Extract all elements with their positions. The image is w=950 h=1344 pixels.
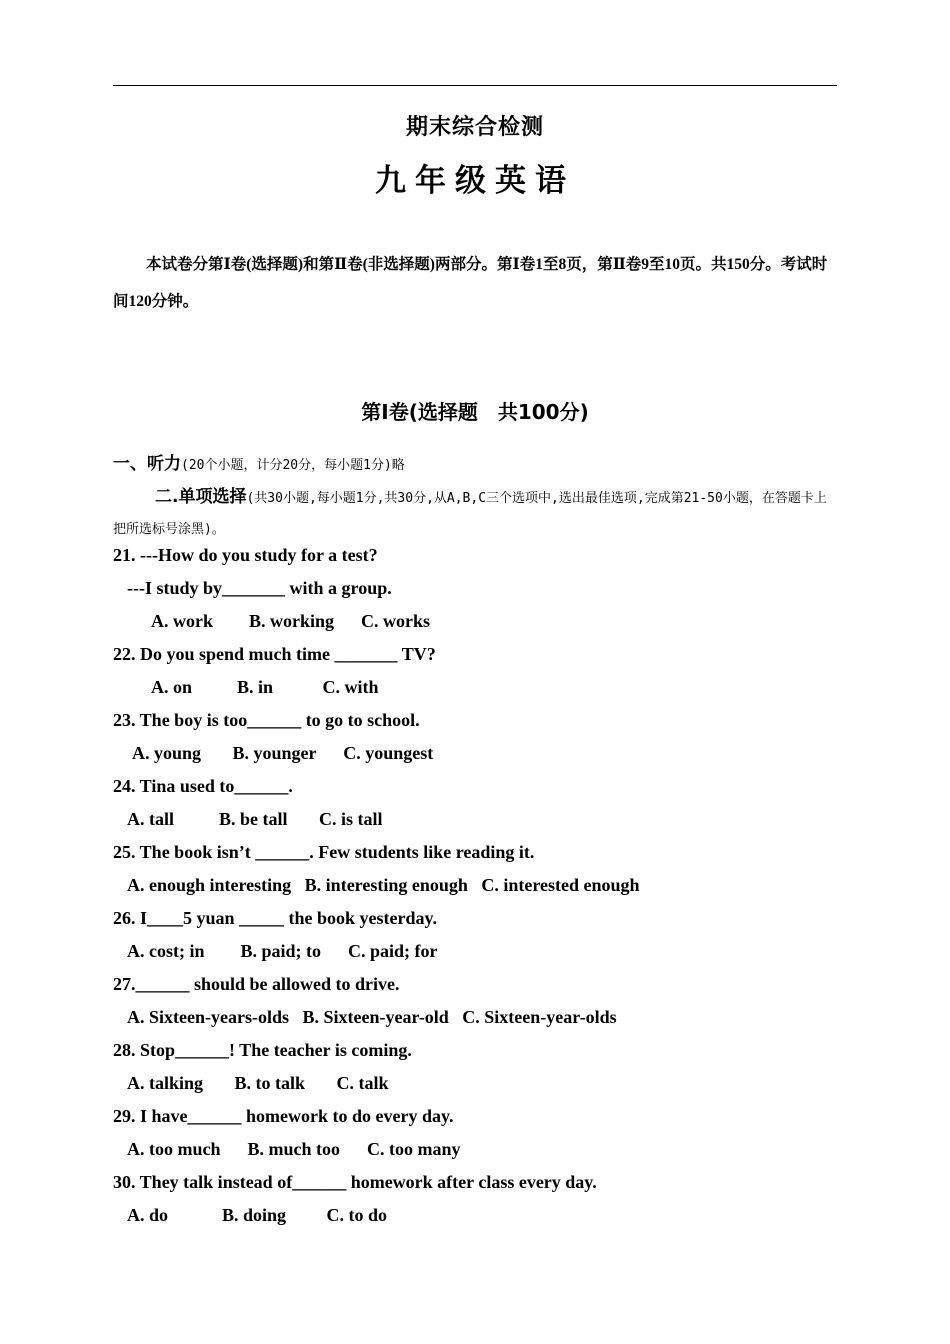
exam-title: 期末综合检测 [405, 115, 544, 140]
question-stem: 22. Do you spend much time _______ TV? [113, 644, 436, 664]
answer-options: A. too much B. much too C. too many [127, 1139, 461, 1159]
single-choice-note: (共30小题,每小题1分,共30分,从A,B,C三个选项中,选出最佳选项,完成第21-50小题，在答题卡上把所选标号涂黑)。 [113, 491, 827, 537]
listening-heading: 一、听力 [113, 454, 181, 474]
question-stem: 30. They talk instead of______ homework after class every day. [113, 1172, 597, 1192]
exam-intro [113, 246, 839, 320]
listening-note: (20个小题，计分20分，每小题1分)略 [181, 458, 405, 473]
question-stem: 26. I____5 yuan _____ the book yesterday. [113, 908, 438, 928]
question-stem: 28. Stop______! The teacher is coming. [113, 1040, 412, 1060]
header-rule [113, 85, 837, 86]
question-stem: ---I study by_______ with a group. [127, 578, 392, 598]
answer-options: A. do B. doing C. to do [127, 1205, 388, 1225]
answer-options: A. Sixteen-years-olds B. Sixteen-year-old C. Sixteen-year-olds [127, 1007, 617, 1027]
question-stem: 29. I have______ homework to do every day. [113, 1106, 454, 1126]
answer-options: A. tall B. be tall C. is tall [127, 809, 383, 829]
part-single-choice [113, 482, 839, 545]
answer-options: A. talking B. to talk C. talk [127, 1073, 389, 1093]
answer-options: A. young B. younger C. youngest [132, 743, 434, 763]
question-stem: 21. ---How do you study for a test? [113, 545, 378, 565]
section-title: 第Ⅰ卷(选择题 共100分) [361, 400, 589, 424]
answer-options: A. enough interesting B. interesting enough C. interested enough [127, 875, 640, 895]
answer-options: A. on B. in C. with [151, 677, 379, 697]
part-listening [113, 449, 405, 474]
question-stem: 23. The boy is too______ to go to school. [113, 710, 420, 730]
answer-options: A. cost; in B. paid; to C. paid; for [127, 941, 438, 961]
question-stem: 25. The book isn’t ______. Few students like reading it. [113, 842, 535, 862]
question-stem: 27.______ should be allowed to drive. [113, 974, 400, 994]
single-choice-heading: 二.单项选择 [155, 487, 247, 507]
intro-text: 本试卷分第Ⅰ卷(选择题)和第Ⅱ卷(非选择题)两部分。第Ⅰ卷1至8页，第Ⅱ卷9至10页。共150分。考试时间120分钟。 [113, 256, 828, 310]
question-stem: 24. Tina used to______. [113, 776, 293, 796]
answer-options: A. work B. working C. works [151, 611, 431, 631]
exam-subtitle: 九年级英语 [375, 163, 575, 199]
